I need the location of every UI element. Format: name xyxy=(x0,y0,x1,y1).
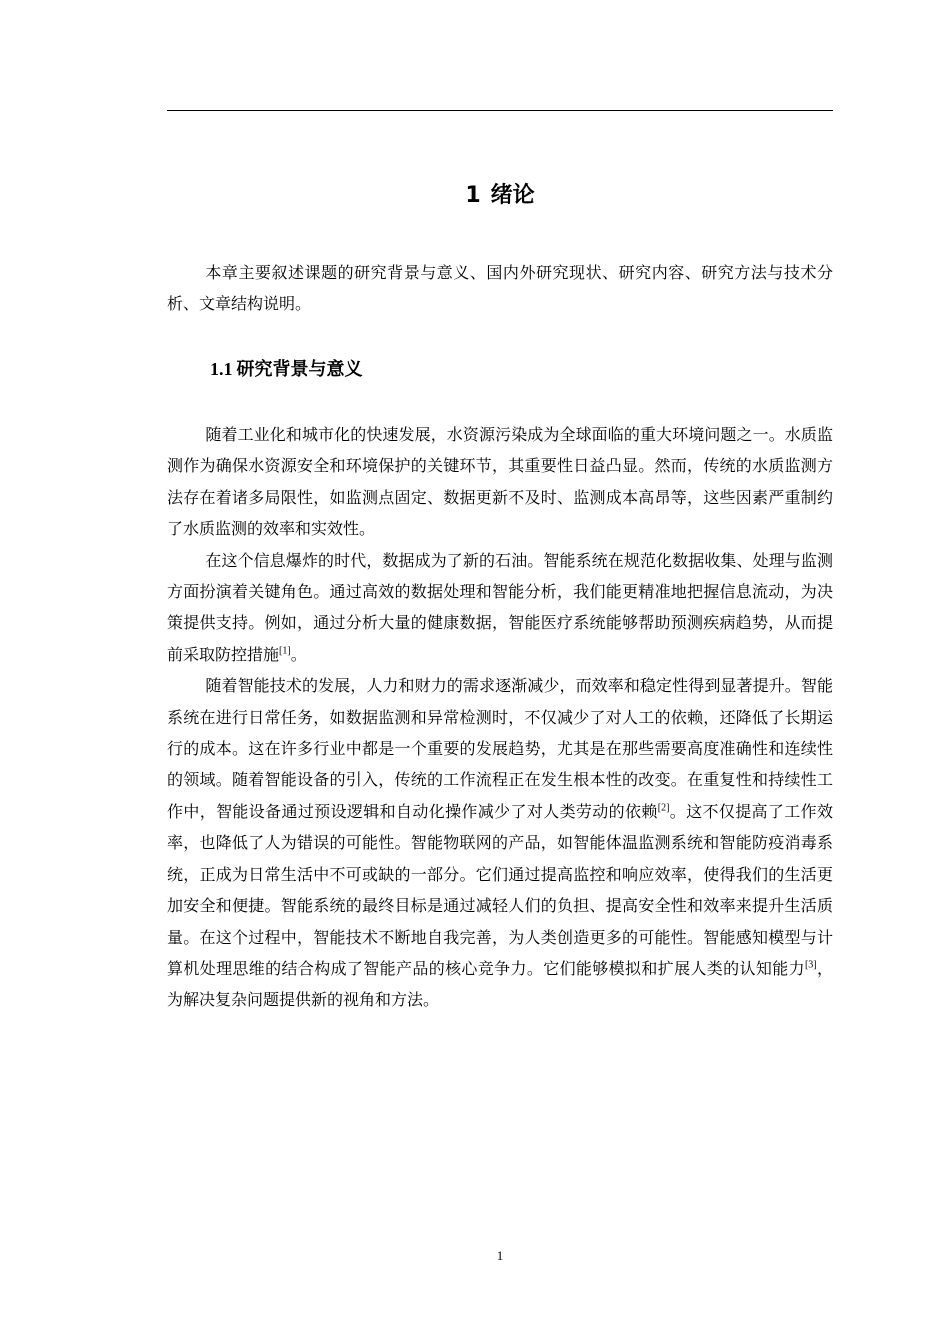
chapter-title xyxy=(167,180,833,212)
chapter-title-text: 绪论 xyxy=(490,183,535,208)
chapter-number: 1 xyxy=(465,183,481,208)
section-title-text: 研究背景与意义 xyxy=(236,359,363,380)
intro-paragraph-block xyxy=(167,257,833,320)
section-number: 1.1 xyxy=(210,359,233,379)
paragraph-3-segment-3: ，为解决复杂问题提供新的视角和方法。 xyxy=(167,958,833,1010)
paragraph-2-text: 在这个信息爆炸的时代，数据成为了新的石油。智能系统在规范化数据收集、处理与监测方面扮演着关键角色。通过高效的数据处理和智能分析，我们能更精准地把握信息流动，为决策提供支持。例如，通过分析大量的健康数据，智能医疗系统能够帮助预测疾病趋势，从而提前采取防控措施 xyxy=(167,550,833,664)
citation-1: [1] xyxy=(279,645,291,657)
section-title xyxy=(210,353,363,386)
paragraph-3-segment-2: 。这不仅提高了工作效率，也降低了人为错误的可能性。智能物联网的产品，如智能体温监测系统和智能防疫消毒系统，正成为日常生活中不可或缺的一部分。它们通过提高监控和响应效率，使得我们的生活更加安全和便捷。智能系统的最终目标是通过减轻人们的负担、提高安全性和效率来提升生活质量。在这个过程中，智能技术不断地自我完善，为人类创造更多的可能性。智能感知模型与计算机处理思维的结合构成了智能产品的核心竞争力。它们能够模拟和扩展人类的认知能力 xyxy=(167,801,833,978)
body-paragraph-3 xyxy=(167,670,833,1015)
paragraph-3-segment-1: 随着智能技术的发展，人力和财力的需求逐渐减少，而效率和稳定性得到显著提升。智能系统在进行日常任务，如数据监测和异常检测时，不仅减少了对人工的依赖，还降低了长期运行的成本。这在许多行业中都是一个重要的发展趋势，尤其是在那些需要高度准确性和连续性的领域。随着智能设备的引入，传统的工作流程正在发生根本性的改变。在重复性和持续性工作中，智能设备通过预设逻辑和自动化操作减少了对人类劳动的依赖 xyxy=(167,676,833,821)
paragraph-2-tail: 。 xyxy=(290,644,307,664)
citation-2: [2] xyxy=(657,802,670,814)
header-rule xyxy=(167,110,833,111)
section-body xyxy=(167,419,833,1016)
body-paragraph-1: 随着工业化和城市化的快速发展，水资源污染成为全球面临的重大环境问题之一。水质监测作为确保水资源安全和环境保护的关键环节，其重要性日益凸显。然而，传统的水质监测方法存在着诸多局限性，如监测点固定、数据更新不及时、监测成本高昂等，这些因素严重制约了水质监测的效率和实效性。 xyxy=(167,425,833,539)
intro-paragraph: 本章主要叙述课题的研究背景与意义、国内外研究现状、研究内容、研究方法与技术分析、文章结构说明。 xyxy=(167,263,833,314)
body-paragraph-2 xyxy=(167,545,833,671)
citation-3: [3] xyxy=(804,959,817,971)
page-number: 1 xyxy=(496,1248,504,1263)
